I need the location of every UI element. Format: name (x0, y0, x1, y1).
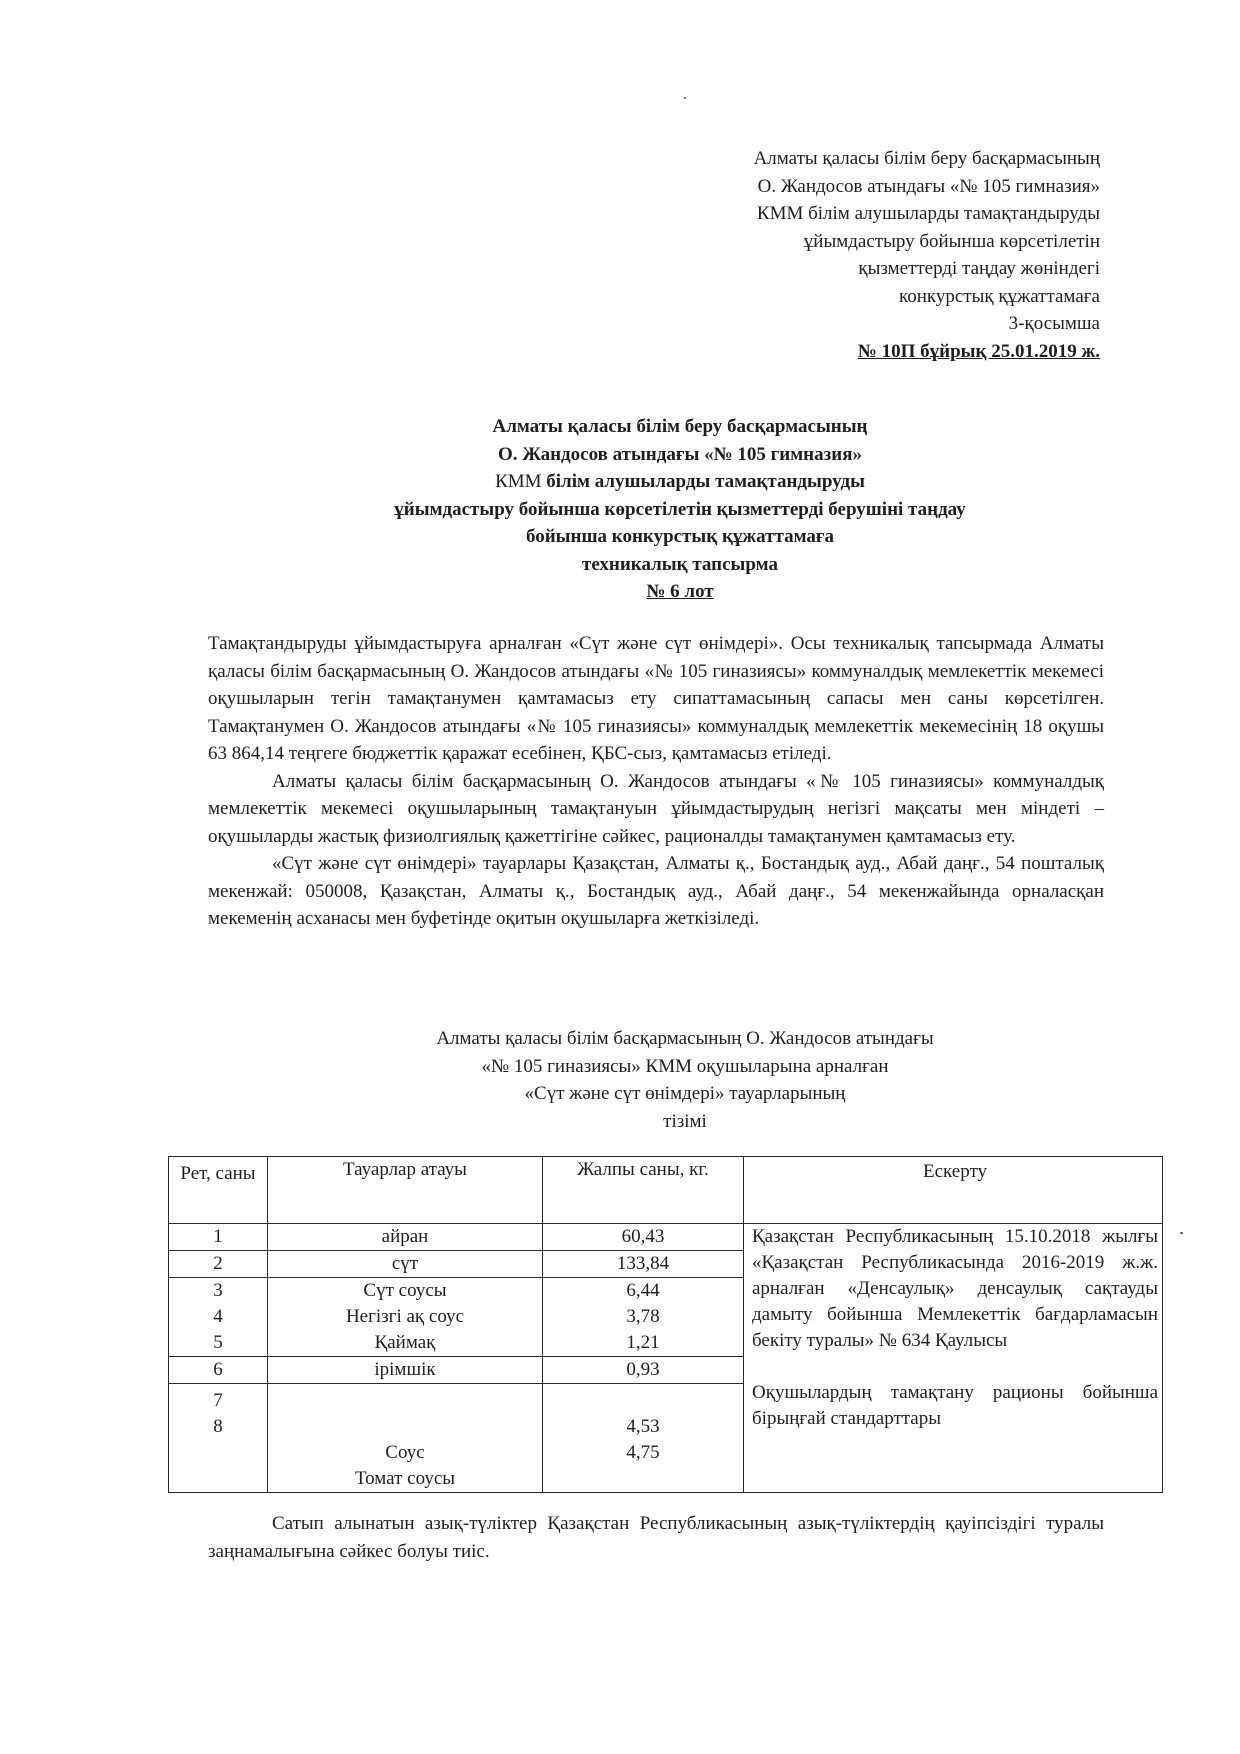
title-line-prefix: КММ (495, 471, 542, 492)
lot-number: № 6 лот (646, 581, 714, 602)
row-name-item: Негізгі ақ соус (345, 1306, 465, 1327)
title-line: бойынша конкурстық құжаттамаға (525, 526, 835, 547)
table-header-row (169, 1157, 1163, 1224)
header-line: О. Жандосов атындағы «№ 105 гимназия» (757, 175, 1100, 197)
table-row (169, 1224, 1163, 1251)
caption-line: «№ 105 гиназиясы» КММ оқушыларына арналған (481, 1055, 889, 1077)
row-no (169, 1384, 268, 1493)
title-line: ұйымдастыру бойынша көрсетілетін қызметтерді берушіні таңдау (394, 498, 966, 520)
header-note: Ескерту (744, 1157, 1163, 1224)
row-qty: 60,43 (543, 1224, 744, 1251)
row-name: айран (268, 1224, 543, 1251)
body-text (208, 630, 1104, 933)
goods-table (168, 1156, 1163, 1493)
title-line: Алматы қаласы білім беру басқармасының (492, 416, 868, 437)
row-no-item: 5 (213, 1332, 223, 1353)
list-caption (330, 1025, 1040, 1135)
document-title (300, 413, 1060, 606)
title-line (300, 468, 1060, 496)
body-paragraph: Тамақтандыруды ұйымдастыруға арналған «Сүт және сүт өнімдері». Осы техникалық тапсырмада Алматы қаласы білім басқармасының О. Жандосов атындағы «№ 105 гиназиясы» коммуналдық мемлекеттік мекемесі оқушыларын тегін тамақтанумен қамтамасыз ету сипаттамасының сапасы мен саны көрсетілген. Тамақтанумен О. Жандосов атындағы «№ 105 гиназиясы» коммуналдық мемлекеттік мекемесінің 18 оқушы 63 864,14 теңгеге бюджеттік қаражат есебінен, ҚБС-сыз, қамтамасыз етіледі. (208, 633, 1104, 764)
row-qty-item: 6,44 (626, 1280, 660, 1301)
row-no-item: 7 (213, 1390, 223, 1411)
order-reference: № 10П бұйрық 25.01.2019 ж. (857, 340, 1100, 362)
header-line: КММ білім алушыларды тамақтандыруды (756, 203, 1100, 224)
header-line: қызметтерді таңдау жөніндегі (858, 258, 1100, 279)
body-paragraph: Алматы қаласы білім басқармасының О. Жандосов атындағы «№ 105 гиназиясы» коммуналдық мемлекеттік мекемесі оқушыларының тамақтануын ұйымдастырудың негізгі мақсаты мен міндеті – оқушыларды жастық физиолгиялық қажеттігіне сәйкес, рационалды тамақтанумен қамтамасыз ету. (208, 770, 1104, 847)
row-no (169, 1278, 268, 1357)
row-qty-item: 4,75 (626, 1442, 660, 1463)
row-name-item: Сүт соусы (363, 1280, 447, 1301)
row-qty-item: 1,21 (626, 1332, 660, 1353)
title-line-rest: білім алушыларды тамақтандыруды (541, 471, 865, 492)
row-no-item: 3 (213, 1280, 223, 1301)
row-no: 1 (169, 1224, 268, 1251)
row-qty-item: 3,78 (626, 1306, 660, 1327)
header-qty: Жалпы саны, кг. (543, 1157, 744, 1224)
scan-speck (684, 97, 686, 99)
note-cell (744, 1224, 1163, 1493)
note-resolution: Қазақстан Республикасының 15.10.2018 жылғы «Қазақстан Республикасында 2016-2019 ж.ж. арналған «Денсаулық» денсаулық сақтауды дамыту бойынша Мемлекеттік бағдарламасын бекіту туралы» № 634 Қаулысы (752, 1226, 1158, 1351)
scan-speck (1180, 1232, 1183, 1234)
title-line: О. Жандосов атындағы «№ 105 гимназия» (498, 443, 862, 465)
row-name-item: Қаймақ (374, 1332, 436, 1353)
row-qty: 133,84 (543, 1251, 744, 1278)
row-no-item: 8 (213, 1416, 223, 1437)
caption-line: Алматы қаласы білім басқармасының О. Жандосов атындағы (436, 1028, 934, 1049)
row-qty-item: 4,53 (626, 1416, 660, 1437)
header-no: Рет, саны (169, 1157, 268, 1224)
footer-paragraph: Сатып алынатын азық-түліктер Қазақстан Республикасының азық-түліктердің қауіпсіздігі туралы заңнамалығына сәйкес болуы тиіс. (208, 1513, 1104, 1562)
row-no: 2 (169, 1251, 268, 1278)
row-spacer (175, 1440, 261, 1492)
header-line: 3-қосымша (1008, 313, 1100, 334)
row-name (268, 1278, 543, 1357)
header-line: ұйымдастыру бойынша көрсетілетін (803, 230, 1100, 252)
row-name-item: Томат соусы (354, 1468, 456, 1489)
note-spacer (752, 1354, 1158, 1380)
title-line: техникалық тапсырма (582, 553, 778, 575)
row-name-item: Соус (385, 1442, 425, 1463)
header-line: конкурстық құжаттамаға (898, 285, 1100, 307)
row-qty: 0,93 (543, 1357, 744, 1384)
row-no: 6 (169, 1357, 268, 1384)
row-no-item: 4 (213, 1306, 223, 1327)
row-qty (543, 1278, 744, 1357)
body-paragraph: «Сүт және сүт өнімдері» тауарлары Қазақстан, Алматы қ., Бостандық ауд., Абай даңғ., 54 пошталық мекенжай: 050008, Қазақстан, Алматы қ., Бостандық ауд., Абай даңғ., 54 мекенжайында орналасқан мекеменің асханасы мен буфетінде оқитын оқушыларға жеткізіледі. (208, 853, 1104, 929)
row-name: сүт (268, 1251, 543, 1278)
row-qty (543, 1384, 744, 1493)
row-name: ірімшік (268, 1357, 543, 1384)
caption-line: «Сүт және сүт өнімдері» тауарларының (524, 1083, 846, 1104)
appendix-header (580, 145, 1100, 365)
header-line: Алматы қаласы білім беру басқармасының (753, 148, 1100, 169)
header-name: Тауарлар атауы (268, 1157, 543, 1224)
caption-line: тізімі (663, 1110, 707, 1132)
note-standards: Оқушылардың тамақтану рационы бойынша бірыңғай стандарттары (752, 1382, 1158, 1429)
row-name (268, 1384, 543, 1493)
